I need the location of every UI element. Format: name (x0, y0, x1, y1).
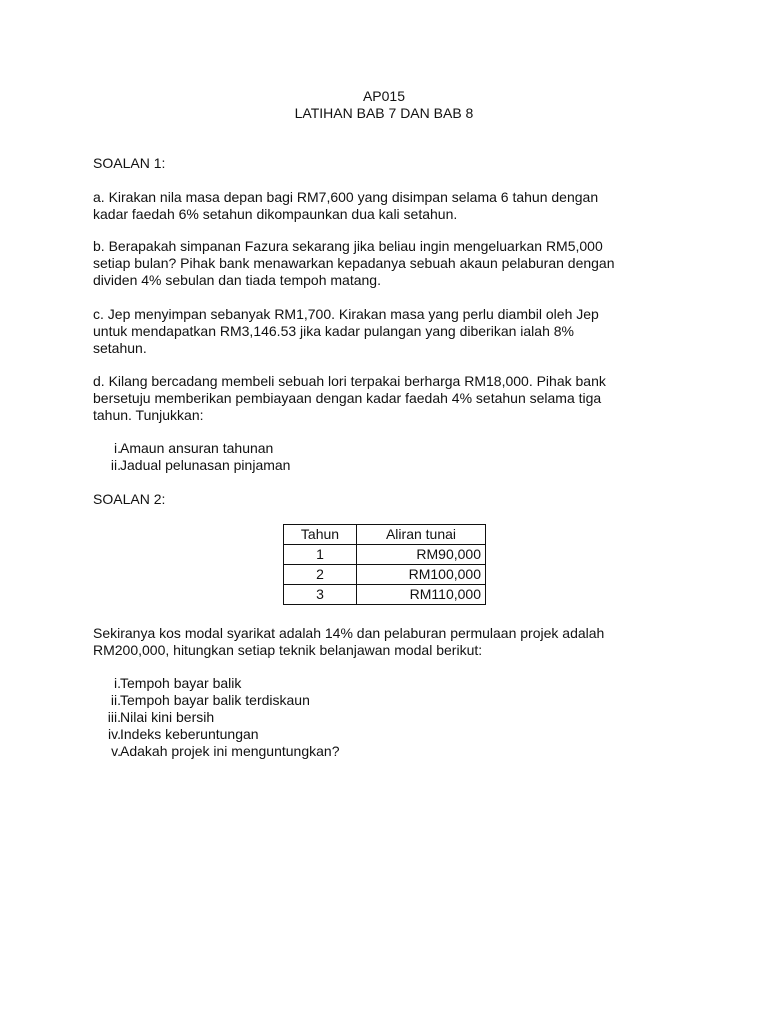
table-row (284, 585, 486, 605)
year-cell: 3 (284, 585, 357, 605)
column-header-year: Tahun (284, 525, 357, 545)
list-item (93, 709, 683, 726)
question-1a-line: a. Kirakan nila masa depan bagi RM7,600 yang disimpan selama 6 tahun dengan (93, 189, 599, 205)
question-1c (93, 306, 683, 357)
list-number: iv. (108, 726, 121, 742)
question-1c-line: c. Jep menyimpan sebanyak RM1,700. Kirakan masa yang perlu diambil oleh Jep (93, 306, 599, 322)
soalan-1-heading: SOALAN 1: (93, 155, 166, 171)
list-number: i. (114, 440, 121, 456)
table-row (284, 565, 486, 585)
course-code: AP015 (362, 88, 406, 104)
table-row (284, 545, 486, 565)
question-1d (93, 373, 683, 424)
paragraph-line: Sekiranya kos modal syarikat adalah 14% dan pelaburan permulaan projek adalah (93, 625, 605, 641)
list-number: v. (111, 743, 121, 759)
list-item (93, 675, 683, 692)
soalan-2-list (93, 675, 683, 765)
year-cell: 1 (284, 545, 357, 565)
document-title: LATIHAN BAB 7 DAN BAB 8 (294, 105, 474, 121)
list-item (93, 692, 683, 709)
cash-flow-cell: RM110,000 (357, 585, 486, 605)
question-1d-line: tahun. Tunjukkan: (93, 407, 204, 423)
list-item (93, 440, 683, 457)
question-1c-line: setahun. (93, 340, 147, 356)
list-text: Indeks keberuntungan (120, 726, 259, 742)
question-1b-line: dividen 4% sebulan dan tiada tempoh matang. (93, 272, 381, 288)
table-header-row (284, 525, 486, 545)
list-number: i. (114, 675, 121, 691)
question-1d-list (93, 440, 683, 480)
list-item (93, 457, 683, 474)
list-text: Nilai kini bersih (120, 709, 215, 725)
list-text: Tempoh bayar balik terdiskaun (120, 692, 310, 708)
question-1c-line: untuk mendapatkan RM3,146.53 jika kadar pulangan yang diberikan ialah 8% (93, 323, 574, 339)
year-cell: 2 (284, 565, 357, 585)
question-1b-line: setiap bulan? Pihak bank menawarkan kepadanya sebuah akaun pelaburan dengan (93, 255, 615, 271)
question-1b-line: b. Berapakah simpanan Fazura sekarang jika beliau ingin mengeluarkan RM5,000 (93, 238, 603, 254)
question-1a (93, 189, 683, 223)
question-1d-line: d. Kilang bercadang membeli sebuah lori terpakai berharga RM18,000. Pihak bank (93, 373, 606, 389)
cash-flow-table (283, 524, 486, 605)
column-header-cash-flow: Aliran tunai (357, 525, 486, 545)
soalan-2-heading: SOALAN 2: (93, 491, 166, 507)
question-1a-line: kadar faedah 6% setahun dikompaunkan dua kali setahun. (93, 206, 458, 222)
cash-flow-cell: RM100,000 (357, 565, 486, 585)
list-item (93, 726, 683, 743)
list-text: Tempoh bayar balik (120, 675, 242, 691)
soalan-2-paragraph (93, 625, 683, 659)
question-1b (93, 238, 683, 289)
list-number: ii. (110, 692, 121, 708)
list-number: iii. (107, 709, 121, 725)
paragraph-line: RM200,000, hitungkan setiap teknik belanjawan modal berikut: (93, 642, 483, 658)
cash-flow-cell: RM90,000 (357, 545, 486, 565)
list-text: Jadual pelunasan pinjaman (120, 457, 291, 473)
list-number: ii. (110, 457, 121, 473)
list-text: Amaun ansuran tahunan (120, 440, 274, 456)
question-1d-line: bersetuju memberikan pembiayaan dengan kadar faedah 4% setahun selama tiga (93, 390, 602, 406)
list-text: Adakah projek ini menguntungkan? (120, 743, 340, 759)
list-item (93, 743, 683, 760)
